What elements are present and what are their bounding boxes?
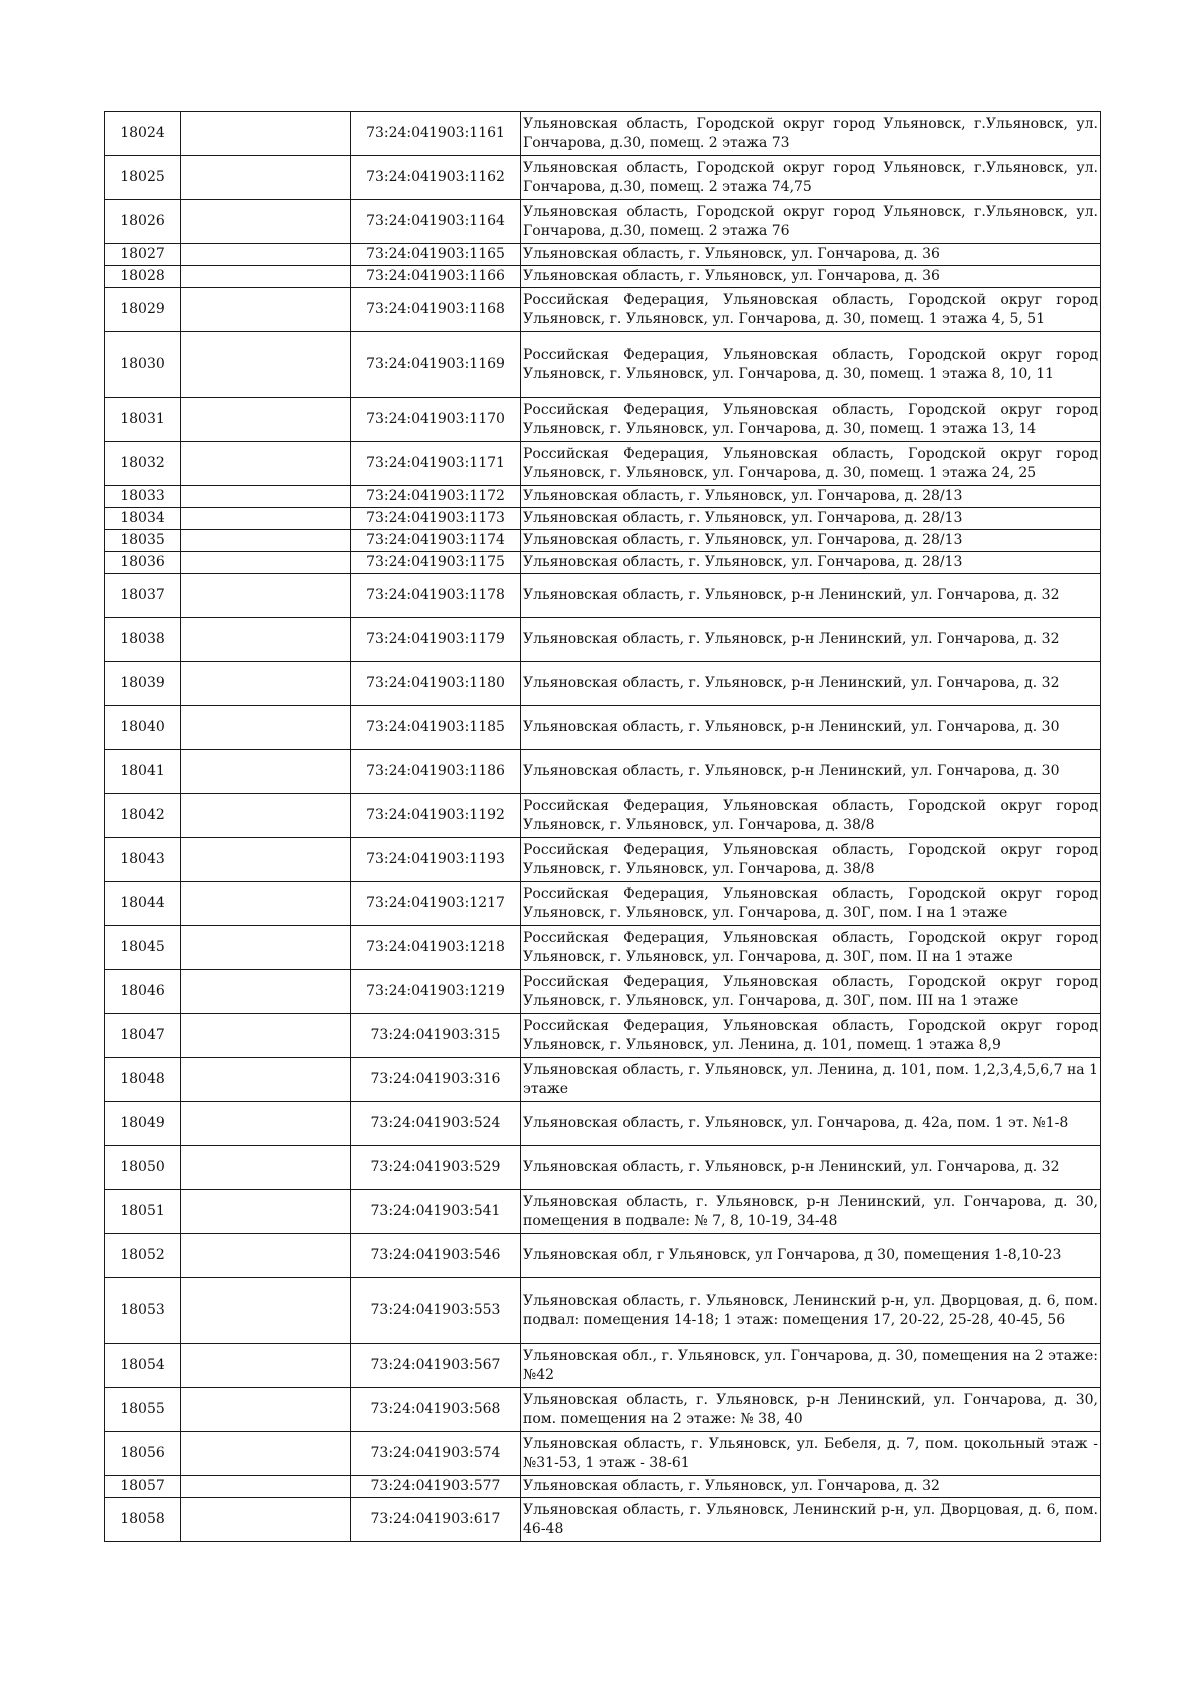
empty-cell [181,794,351,838]
table-row [105,486,1101,508]
row-number-cell: 18040 [105,706,181,750]
cadastral-number-cell: 73:24:041903:1166 [351,266,521,288]
cadastral-number-cell: 73:24:041903:577 [351,1476,521,1498]
table-row [105,1476,1101,1498]
address-cell: Российская Федерация, Ульяновская область, Городской округ город Ульяновск, г. Ульяновск, ул. Гончарова, д. 30, помещ. 1 этажа 8, 10, 11 [521,332,1101,398]
cadastral-number-cell: 73:24:041903:1162 [351,156,521,200]
empty-cell [181,838,351,882]
empty-cell [181,442,351,486]
row-number-cell: 18046 [105,970,181,1014]
cadastral-number-cell: 73:24:041903:1164 [351,200,521,244]
cadastral-number-cell: 73:24:041903:546 [351,1234,521,1278]
address-cell: Ульяновская область, г. Ульяновск, ул. Гончарова, д. 28/13 [521,530,1101,552]
address-cell: Ульяновская область, Городской округ город Ульяновск, г.Ульяновск, ул. Гончарова, д.30, помещ. 2 этажа 74,75 [521,156,1101,200]
empty-cell [181,1190,351,1234]
empty-cell [181,618,351,662]
cadastral-number-cell: 73:24:041903:1218 [351,926,521,970]
cadastral-number-cell: 73:24:041903:574 [351,1432,521,1476]
empty-cell [181,508,351,530]
empty-cell [181,1146,351,1190]
empty-cell [181,662,351,706]
table-row [105,1058,1101,1102]
address-cell: Российская Федерация, Ульяновская область, Городской округ город Ульяновск, г. Ульяновск, ул. Гончарова, д. 30, помещ. 1 этажа 13, 14 [521,398,1101,442]
cadastral-number-cell: 73:24:041903:1217 [351,882,521,926]
cadastral-number-cell: 73:24:041903:1161 [351,112,521,156]
empty-cell [181,552,351,574]
address-cell: Ульяновская область, г. Ульяновск, ул. Бебеля, д. 7, пом. цокольный этаж - №31-53, 1 этаж - 38-61 [521,1432,1101,1476]
row-number-cell: 18029 [105,288,181,332]
row-number-cell: 18039 [105,662,181,706]
table-row [105,882,1101,926]
empty-cell [181,926,351,970]
table-row [105,1344,1101,1388]
row-number-cell: 18034 [105,508,181,530]
empty-cell [181,332,351,398]
cadastral-number-cell: 73:24:041903:1193 [351,838,521,882]
row-number-cell: 18044 [105,882,181,926]
cadastral-number-cell: 73:24:041903:1175 [351,552,521,574]
cadastral-number-cell: 73:24:041903:541 [351,1190,521,1234]
table-row [105,200,1101,244]
row-number-cell: 18036 [105,552,181,574]
table-row [105,1014,1101,1058]
table-row [105,1234,1101,1278]
address-cell: Ульяновская область, г. Ульяновск, р-н Ленинский, ул. Гончарова, д. 32 [521,662,1101,706]
address-cell: Ульяновская область, Городской округ город Ульяновск, г.Ульяновск, ул. Гончарова, д.30, помещ. 2 этажа 76 [521,200,1101,244]
table-row [105,618,1101,662]
row-number-cell: 18049 [105,1102,181,1146]
cadastral-number-cell: 73:24:041903:316 [351,1058,521,1102]
empty-cell [181,1014,351,1058]
row-number-cell: 18037 [105,574,181,618]
cadastral-number-cell: 73:24:041903:1178 [351,574,521,618]
cadastral-number-cell: 73:24:041903:1186 [351,750,521,794]
address-cell: Ульяновская область, г. Ульяновск, Ленинский р-н, ул. Дворцовая, д. 6, пом. 46-48 [521,1498,1101,1542]
row-number-cell: 18047 [105,1014,181,1058]
table-row [105,574,1101,618]
table-row [105,156,1101,200]
empty-cell [181,1234,351,1278]
empty-cell [181,1388,351,1432]
address-cell: Российская Федерация, Ульяновская область, Городской округ город Ульяновск, г. Ульяновск, ул. Гончарова, д. 38/8 [521,838,1101,882]
row-number-cell: 18028 [105,266,181,288]
table-row [105,1146,1101,1190]
cadastral-number-cell: 73:24:041903:1179 [351,618,521,662]
cadastral-number-cell: 73:24:041903:1171 [351,442,521,486]
empty-cell [181,112,351,156]
row-number-cell: 18053 [105,1278,181,1344]
empty-cell [181,200,351,244]
empty-cell [181,530,351,552]
table-row [105,112,1101,156]
cadastral-number-cell: 73:24:041903:1173 [351,508,521,530]
row-number-cell: 18057 [105,1476,181,1498]
cadastral-number-cell: 73:24:041903:568 [351,1388,521,1432]
cadastral-number-cell: 73:24:041903:1165 [351,244,521,266]
empty-cell [181,1058,351,1102]
address-cell: Ульяновская область, г. Ульяновск, ул. Гончарова, д. 32 [521,1476,1101,1498]
table-row [105,838,1101,882]
empty-cell [181,1432,351,1476]
empty-cell [181,266,351,288]
address-cell: Российская Федерация, Ульяновская область, Городской округ город Ульяновск, г. Ульяновск, ул. Гончарова, д. 38/8 [521,794,1101,838]
row-number-cell: 18033 [105,486,181,508]
row-number-cell: 18055 [105,1388,181,1432]
address-cell: Ульяновская обл, г Ульяновск, ул Гончарова, д 30, помещения 1-8,10-23 [521,1234,1101,1278]
address-cell: Ульяновская область, г. Ульяновск, ул. Гончарова, д. 28/13 [521,508,1101,530]
row-number-cell: 18025 [105,156,181,200]
table-row [105,1388,1101,1432]
table-row [105,288,1101,332]
empty-cell [181,398,351,442]
row-number-cell: 18041 [105,750,181,794]
empty-cell [181,970,351,1014]
row-number-cell: 18056 [105,1432,181,1476]
empty-cell [181,706,351,750]
empty-cell [181,156,351,200]
table-row [105,244,1101,266]
address-cell: Ульяновская область, г. Ульяновск, р-н Ленинский, ул. Гончарова, д. 30 [521,706,1101,750]
cadastral-number-cell: 73:24:041903:1172 [351,486,521,508]
row-number-cell: 18024 [105,112,181,156]
address-cell: Ульяновская область, г. Ульяновск, ул. Гончарова, д. 36 [521,266,1101,288]
row-number-cell: 18026 [105,200,181,244]
empty-cell [181,244,351,266]
address-cell: Ульяновская область, г. Ульяновск, ул. Гончарова, д. 28/13 [521,486,1101,508]
address-cell: Российская Федерация, Ульяновская область, Городской округ город Ульяновск, г. Ульяновск, ул. Гончарова, д. 30, помещ. 1 этажа 4, 5, 51 [521,288,1101,332]
address-cell: Ульяновская область, г. Ульяновск, р-н Ленинский, ул. Гончарова, д. 32 [521,618,1101,662]
row-number-cell: 18058 [105,1498,181,1542]
address-cell: Ульяновская область, г. Ульяновск, ул. Гончарова, д. 42а, пом. 1 эт. №1-8 [521,1102,1101,1146]
address-cell: Ульяновская область, г. Ульяновск, р-н Ленинский, ул. Гончарова, д. 30 [521,750,1101,794]
empty-cell [181,1344,351,1388]
empty-cell [181,1476,351,1498]
table-row [105,530,1101,552]
row-number-cell: 18048 [105,1058,181,1102]
cadastral-number-cell: 73:24:041903:524 [351,1102,521,1146]
row-number-cell: 18052 [105,1234,181,1278]
row-number-cell: 18051 [105,1190,181,1234]
table-row [105,794,1101,838]
table-row [105,970,1101,1014]
table-row [105,332,1101,398]
row-number-cell: 18027 [105,244,181,266]
table-row [105,1190,1101,1234]
row-number-cell: 18042 [105,794,181,838]
cadastral-number-cell: 73:24:041903:315 [351,1014,521,1058]
address-cell: Российская Федерация, Ульяновская область, Городской округ город Ульяновск, г. Ульяновск, ул. Гончарова, д. 30, помещ. 1 этажа 24, 25 [521,442,1101,486]
cadastral-number-cell: 73:24:041903:1180 [351,662,521,706]
address-cell: Ульяновская область, г. Ульяновск, р-н Ленинский, ул. Гончарова, д. 30, помещения в подвале: № 7, 8, 10-19, 34-48 [521,1190,1101,1234]
empty-cell [181,1498,351,1542]
empty-cell [181,574,351,618]
empty-cell [181,1278,351,1344]
row-number-cell: 18032 [105,442,181,486]
empty-cell [181,882,351,926]
table-row [105,1102,1101,1146]
cadastral-number-cell: 73:24:041903:567 [351,1344,521,1388]
table-row [105,398,1101,442]
empty-cell [181,288,351,332]
table-row [105,1498,1101,1542]
empty-cell [181,1102,351,1146]
address-cell: Российская Федерация, Ульяновская область, Городской округ город Ульяновск, г. Ульяновск, ул. Гончарова, д. 30Г, пом. III на 1 этаже [521,970,1101,1014]
address-cell: Ульяновская область, г. Ульяновск, р-н Ленинский, ул. Гончарова, д. 30, пом. помещения на 2 этаже: № 38, 40 [521,1388,1101,1432]
table-row [105,926,1101,970]
cadastral-number-cell: 73:24:041903:1169 [351,332,521,398]
cadastral-number-cell: 73:24:041903:529 [351,1146,521,1190]
cadastral-number-cell: 73:24:041903:617 [351,1498,521,1542]
table-row [105,1278,1101,1344]
row-number-cell: 18035 [105,530,181,552]
registry-table-body [105,112,1101,1542]
address-cell: Ульяновская область, г. Ульяновск, ул. Гончарова, д. 36 [521,244,1101,266]
cadastral-number-cell: 73:24:041903:1170 [351,398,521,442]
table-row [105,662,1101,706]
address-cell: Ульяновская область, г. Ульяновск, ул. Ленина, д. 101, пом. 1,2,3,4,5,6,7 на 1 этаже [521,1058,1101,1102]
cadastral-number-cell: 73:24:041903:553 [351,1278,521,1344]
cadastral-number-cell: 73:24:041903:1174 [351,530,521,552]
table-row [105,552,1101,574]
table-row [105,750,1101,794]
table-row [105,508,1101,530]
address-cell: Российская Федерация, Ульяновская область, Городской округ город Ульяновск, г. Ульяновск, ул. Гончарова, д. 30Г, пом. II на 1 этаже [521,926,1101,970]
empty-cell [181,750,351,794]
cadastral-number-cell: 73:24:041903:1168 [351,288,521,332]
address-cell: Ульяновская область, г. Ульяновск, Ленинский р-н, ул. Дворцовая, д. 6, пом. подвал: помещения 14-18; 1 этаж: помещения 17, 20-22, 25-28, 40-45, 56 [521,1278,1101,1344]
table-row [105,442,1101,486]
address-cell: Российская Федерация, Ульяновская область, Городской округ город Ульяновск, г. Ульяновск, ул. Гончарова, д. 30Г, пом. I на 1 этаже [521,882,1101,926]
row-number-cell: 18050 [105,1146,181,1190]
row-number-cell: 18031 [105,398,181,442]
table-row [105,266,1101,288]
address-cell: Ульяновская область, Городской округ город Ульяновск, г.Ульяновск, ул. Гончарова, д.30, помещ. 2 этажа 73 [521,112,1101,156]
row-number-cell: 18043 [105,838,181,882]
table-row [105,706,1101,750]
address-cell: Ульяновская область, г. Ульяновск, р-н Ленинский, ул. Гончарова, д. 32 [521,1146,1101,1190]
address-cell: Ульяновская обл., г. Ульяновск, ул. Гончарова, д. 30, помещения на 2 этаже: №42 [521,1344,1101,1388]
cadastral-number-cell: 73:24:041903:1192 [351,794,521,838]
cadastral-number-cell: 73:24:041903:1185 [351,706,521,750]
address-cell: Российская Федерация, Ульяновская область, Городской округ город Ульяновск, г. Ульяновск, ул. Ленина, д. 101, помещ. 1 этажа 8,9 [521,1014,1101,1058]
cadastral-number-cell: 73:24:041903:1219 [351,970,521,1014]
row-number-cell: 18045 [105,926,181,970]
property-registry-table [104,111,1101,1542]
table-row [105,1432,1101,1476]
empty-cell [181,486,351,508]
row-number-cell: 18038 [105,618,181,662]
address-cell: Ульяновская область, г. Ульяновск, р-н Ленинский, ул. Гончарова, д. 32 [521,574,1101,618]
row-number-cell: 18054 [105,1344,181,1388]
row-number-cell: 18030 [105,332,181,398]
address-cell: Ульяновская область, г. Ульяновск, ул. Гончарова, д. 28/13 [521,552,1101,574]
